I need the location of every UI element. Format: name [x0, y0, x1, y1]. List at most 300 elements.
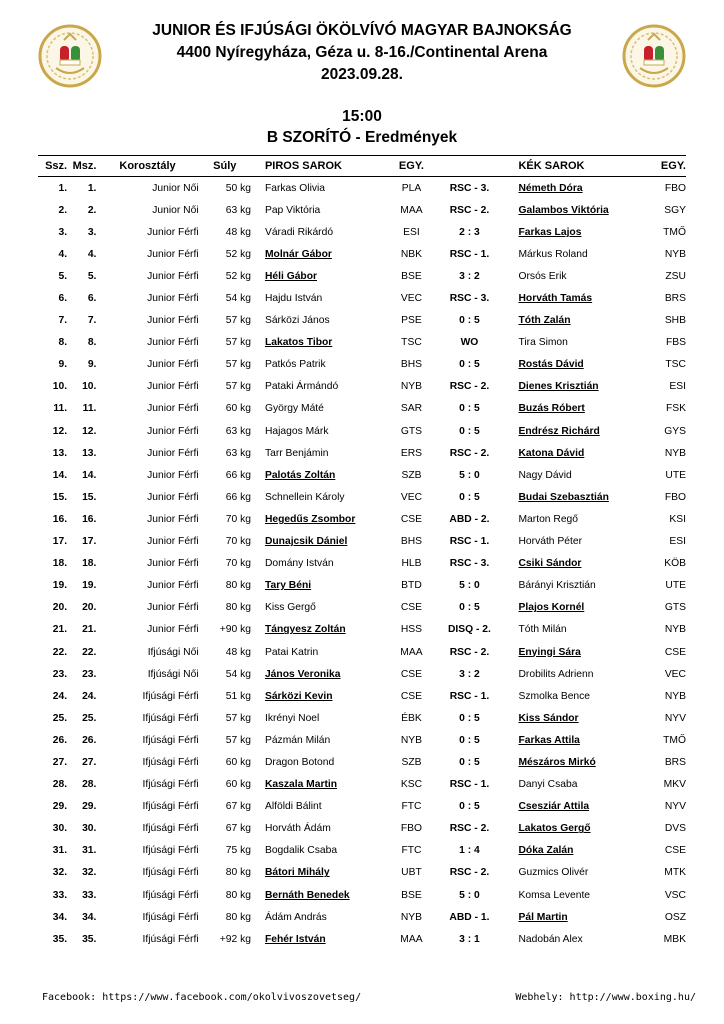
- bout-result: 0 : 5: [459, 403, 480, 415]
- row-number: 5.: [58, 270, 68, 282]
- bout-result: 0 : 5: [459, 425, 480, 437]
- row-number: 7.: [58, 315, 68, 327]
- col-blue-club-header: EGY.: [644, 156, 686, 177]
- match-number: 2.: [87, 204, 97, 216]
- red-corner-club: HLB: [401, 558, 422, 570]
- table-row: [38, 508, 686, 530]
- bout-result: 2 : 3: [459, 226, 480, 238]
- red-corner-boxer: Bogdalik Csaba: [264, 845, 338, 857]
- session-time: 15:00: [342, 108, 382, 125]
- row-number: 14.: [52, 469, 68, 481]
- blue-corner-boxer: Dienes Krisztián: [518, 381, 599, 393]
- red-corner-boxer: Héli Gábor: [264, 270, 318, 282]
- row-number: 18.: [52, 558, 68, 570]
- match-number: 30.: [82, 823, 97, 835]
- blue-corner-boxer: Németh Dóra: [518, 182, 583, 194]
- blue-corner-club: OSZ: [664, 911, 686, 923]
- weight-class: +92 kg: [219, 933, 251, 945]
- red-corner-club: KSC: [400, 779, 423, 791]
- red-corner-boxer: Ádám András: [264, 911, 327, 923]
- age-group: Junior Férfi: [147, 337, 199, 349]
- red-corner-boxer: Farkas Olivia: [264, 182, 326, 194]
- match-number: 20.: [82, 602, 97, 614]
- red-corner-boxer: Kaszala Martin: [264, 779, 338, 791]
- venue-address: 4400 Nyíregyháza, Géza u. 8-16./Continental Arena: [176, 44, 548, 61]
- weight-class: 67 kg: [225, 823, 251, 835]
- weight-class: 63 kg: [225, 447, 251, 459]
- red-corner-club: BSE: [401, 270, 422, 282]
- row-number: 11.: [53, 403, 68, 415]
- red-corner-club: MAA: [400, 646, 423, 658]
- blue-corner-boxer: Enyingi Sára: [518, 646, 581, 658]
- red-corner-boxer: Bátori Mihály: [264, 867, 330, 879]
- table-row: [38, 464, 686, 486]
- red-corner-boxer: János Veronika: [264, 668, 341, 680]
- weight-class: 63 kg: [225, 204, 251, 216]
- match-number: 34.: [82, 911, 97, 923]
- blue-corner-club: TMŐ: [663, 734, 686, 746]
- red-corner-club: BTD: [401, 580, 422, 592]
- match-number: 10.: [82, 381, 97, 393]
- col-ssz-header: Ssz.: [38, 156, 67, 177]
- red-corner-club: NYB: [400, 734, 423, 746]
- red-corner-club: SZB: [401, 469, 422, 481]
- event-date: 2023.09.28.: [321, 66, 403, 83]
- table-row: [38, 398, 686, 420]
- blue-corner-boxer: Nagy Dávid: [518, 469, 572, 481]
- red-corner-boxer: Ikrényi Noel: [264, 712, 320, 724]
- blue-corner-boxer: Pál Martin: [518, 911, 568, 923]
- red-corner-boxer: Hegedűs Zsombor: [264, 513, 356, 525]
- red-corner-boxer: Domány István: [264, 558, 334, 570]
- bout-result: 5 : 0: [459, 580, 480, 592]
- age-group: Ifjúsági Férfi: [142, 690, 199, 702]
- match-number: 12.: [82, 425, 97, 437]
- weight-class: 70 kg: [225, 558, 251, 570]
- bout-result: RSC - 1.: [449, 690, 490, 702]
- bout-result: RSC - 3.: [449, 558, 490, 570]
- weight-class: 66 kg: [225, 491, 251, 503]
- red-corner-club: CSE: [400, 668, 423, 680]
- weight-class: 57 kg: [225, 359, 251, 371]
- row-number: 32.: [52, 867, 68, 879]
- blue-corner-boxer: Tóth Milán: [518, 624, 567, 636]
- match-number: 26.: [82, 734, 97, 746]
- age-group: Junior Férfi: [147, 293, 199, 305]
- red-corner-club: MAA: [400, 204, 423, 216]
- match-number: 27.: [82, 756, 97, 768]
- row-number: 28.: [52, 779, 68, 791]
- bout-result: 0 : 5: [459, 359, 480, 371]
- bout-result: RSC - 1.: [449, 779, 490, 791]
- weight-class: 54 kg: [225, 293, 251, 305]
- weight-class: 60 kg: [225, 403, 251, 415]
- red-corner-boxer: Pázmán Milán: [264, 734, 331, 746]
- red-corner-club: NBK: [400, 248, 423, 260]
- blue-corner-club: ESI: [669, 536, 686, 548]
- age-group: Ifjúsági Férfi: [142, 801, 199, 813]
- blue-corner-club: FBO: [664, 182, 686, 194]
- blue-corner-club: TMŐ: [663, 226, 686, 238]
- blue-corner-club: NYB: [664, 248, 686, 260]
- blue-corner-boxer: Bárányi Krisztián: [518, 580, 596, 592]
- table-row: [38, 840, 686, 862]
- table-row: [38, 884, 686, 906]
- bout-result: 5 : 0: [459, 889, 480, 901]
- weight-class: 57 kg: [225, 712, 251, 724]
- table-row: [38, 531, 686, 553]
- table-row: [38, 751, 686, 773]
- blue-corner-club: NYB: [664, 447, 686, 459]
- blue-corner-club: BRS: [664, 293, 686, 305]
- bout-result: RSC - 2.: [449, 646, 490, 658]
- age-group: Junior Férfi: [147, 469, 199, 481]
- red-corner-boxer: Sárközi Kevin: [264, 690, 333, 702]
- col-msz-header: Msz.: [67, 156, 96, 177]
- table-row: [38, 486, 686, 508]
- blue-corner-boxer: Plajos Kornél: [518, 602, 585, 614]
- blue-corner-boxer: Budai Szebasztián: [518, 491, 609, 503]
- red-corner-boxer: Váradi Rikárdó: [264, 226, 334, 238]
- row-number: 34.: [52, 911, 68, 923]
- blue-corner-boxer: Horváth Péter: [518, 536, 583, 548]
- match-number: 31.: [82, 845, 97, 857]
- bout-result: 3 : 2: [459, 270, 480, 282]
- red-corner-boxer: Fehér István: [264, 933, 326, 945]
- table-row: [38, 420, 686, 442]
- weight-class: 51 kg: [225, 690, 251, 702]
- row-number: 35.: [52, 933, 68, 945]
- red-corner-boxer: Sárközi János: [264, 315, 330, 327]
- age-group: Ifjúsági Női: [147, 668, 199, 680]
- bout-result: RSC - 1.: [449, 536, 490, 548]
- blue-corner-club: SGY: [664, 204, 686, 216]
- blue-corner-boxer: Galambos Viktória: [518, 204, 609, 216]
- age-group: Ifjúsági Férfi: [142, 823, 199, 835]
- age-group: Junior Női: [152, 182, 199, 194]
- bout-result: ABD - 2.: [449, 513, 490, 525]
- table-row: [38, 575, 686, 597]
- red-corner-boxer: Pataki Ármándó: [264, 381, 339, 393]
- blue-corner-club: MTK: [664, 867, 686, 879]
- blue-corner-club: GTS: [664, 602, 686, 614]
- match-number: 33.: [82, 889, 97, 901]
- blue-corner-boxer: Danyi Csaba: [518, 779, 578, 791]
- red-corner-club: NYB: [400, 911, 423, 923]
- match-number: 3.: [87, 226, 97, 238]
- blue-corner-club: NYV: [664, 801, 686, 813]
- blue-corner-club: KÖB: [664, 558, 686, 570]
- bout-result: RSC - 1.: [449, 248, 490, 260]
- blue-corner-boxer: Szmolka Bence: [518, 690, 591, 702]
- blue-corner-boxer: Guzmics Olivér: [518, 867, 589, 879]
- bout-result: WO: [460, 337, 479, 349]
- blue-corner-club: FBS: [665, 337, 686, 349]
- row-number: 2.: [58, 204, 68, 216]
- weight-class: 48 kg: [225, 646, 251, 658]
- blue-corner-club: ESI: [669, 381, 686, 393]
- red-corner-boxer: Dragon Botond: [264, 756, 335, 768]
- bout-result: RSC - 2.: [449, 823, 490, 835]
- table-row: [38, 376, 686, 398]
- red-corner-club: PLA: [401, 182, 422, 194]
- col-blue-corner-header: KÉK SAROK: [506, 156, 644, 177]
- red-corner-club: UBT: [401, 867, 422, 879]
- red-corner-boxer: Patkós Patrik: [264, 359, 326, 371]
- blue-corner-club: NYV: [664, 712, 686, 724]
- bout-result: 0 : 5: [459, 756, 480, 768]
- blue-corner-club: ZSU: [665, 270, 686, 282]
- bout-result: RSC - 3.: [449, 182, 490, 194]
- age-group: Junior Férfi: [147, 226, 199, 238]
- document-header: [0, 20, 724, 86]
- blue-corner-boxer: Horváth Tamás: [518, 293, 593, 305]
- red-corner-club: BHS: [400, 536, 423, 548]
- row-number: 20.: [52, 602, 68, 614]
- blue-corner-club: MKV: [663, 779, 686, 791]
- bout-result: RSC - 2.: [449, 447, 490, 459]
- blue-corner-club: CSE: [664, 845, 686, 857]
- row-number: 9.: [58, 359, 68, 371]
- weight-class: 60 kg: [225, 756, 251, 768]
- row-number: 4.: [58, 248, 68, 260]
- match-number: 14.: [82, 469, 97, 481]
- row-number: 21.: [52, 624, 68, 636]
- row-number: 12.: [52, 425, 68, 437]
- red-corner-club: VEC: [400, 293, 423, 305]
- row-number: 31.: [52, 845, 68, 857]
- match-number: 22.: [82, 646, 97, 658]
- red-corner-club: ESI: [403, 226, 420, 238]
- blue-corner-boxer: Komsa Levente: [518, 889, 591, 901]
- row-number: 22.: [52, 646, 68, 658]
- match-number: 6.: [87, 293, 97, 305]
- match-number: 23.: [82, 668, 97, 680]
- bout-result: 3 : 2: [459, 668, 480, 680]
- match-number: 19.: [82, 580, 97, 592]
- row-number: 23.: [52, 668, 68, 680]
- table-header-row: [38, 156, 686, 177]
- bout-result: 1 : 4: [459, 845, 480, 857]
- row-number: 6.: [58, 293, 68, 305]
- bout-result: RSC - 3.: [449, 293, 490, 305]
- table-row: [38, 199, 686, 221]
- red-corner-club: SZB: [401, 756, 422, 768]
- col-red-club-header: EGY.: [391, 156, 433, 177]
- weight-class: 80 kg: [225, 602, 251, 614]
- red-corner-boxer: György Máté: [264, 403, 324, 415]
- row-number: 13.: [52, 447, 68, 459]
- weight-class: 67 kg: [225, 801, 251, 813]
- red-corner-club: TSC: [401, 337, 422, 349]
- match-number: 17.: [82, 536, 97, 548]
- blue-corner-boxer: Tira Simon: [518, 337, 568, 349]
- age-group: Junior Férfi: [147, 624, 199, 636]
- weight-class: +90 kg: [219, 624, 251, 636]
- table-row: [38, 287, 686, 309]
- age-group: Junior Férfi: [147, 270, 199, 282]
- blue-corner-club: GYS: [664, 425, 686, 437]
- blue-corner-boxer: Márkus Roland: [518, 248, 588, 260]
- table-row: [38, 177, 686, 200]
- match-number: 35.: [82, 933, 97, 945]
- age-group: Ifjúsági Férfi: [142, 734, 199, 746]
- red-corner-club: CSE: [400, 602, 423, 614]
- blue-corner-club: SHB: [664, 315, 686, 327]
- table-row: [38, 729, 686, 751]
- blue-corner-boxer: Farkas Attila: [518, 734, 580, 746]
- match-number: 13.: [82, 447, 97, 459]
- red-corner-club: CSE: [400, 513, 423, 525]
- blue-corner-boxer: Katona Dávid: [518, 447, 585, 459]
- row-number: 1.: [58, 182, 68, 194]
- bout-result: RSC - 2.: [449, 867, 490, 879]
- row-number: 16.: [52, 513, 68, 525]
- red-corner-club: ERS: [400, 447, 423, 459]
- row-number: 17.: [52, 536, 68, 548]
- blue-corner-boxer: Lakatos Gergő: [518, 823, 591, 835]
- match-number: 24.: [82, 690, 97, 702]
- table-row: [38, 707, 686, 729]
- red-corner-club: GTS: [400, 425, 423, 437]
- age-group: Junior Férfi: [147, 602, 199, 614]
- row-number: 10.: [52, 381, 68, 393]
- bout-result: 5 : 0: [459, 469, 480, 481]
- red-corner-boxer: Hajagos Márk: [264, 425, 329, 437]
- blue-corner-boxer: Drobilits Adrienn: [518, 668, 594, 680]
- weight-class: 57 kg: [225, 337, 251, 349]
- row-number: 19.: [52, 580, 68, 592]
- bout-result: RSC - 2.: [449, 204, 490, 216]
- weight-class: 60 kg: [225, 779, 251, 791]
- table-row: [38, 928, 686, 950]
- table-row: [38, 663, 686, 685]
- match-number: 5.: [87, 270, 97, 282]
- match-number: 11.: [82, 403, 97, 415]
- blue-corner-boxer: Dóka Zalán: [518, 845, 574, 857]
- red-corner-club: HSS: [400, 624, 423, 636]
- red-corner-club: FTC: [401, 845, 422, 857]
- table-row: [38, 553, 686, 575]
- age-group: Junior Férfi: [147, 248, 199, 260]
- weight-class: 48 kg: [225, 226, 251, 238]
- match-number: 29.: [82, 801, 97, 813]
- red-corner-club: BSE: [401, 889, 422, 901]
- bout-result: DISQ - 2.: [447, 624, 491, 636]
- red-corner-boxer: Tarr Benjámin: [264, 447, 329, 459]
- red-corner-club: CSE: [400, 690, 423, 702]
- red-corner-boxer: Schnellein Károly: [264, 491, 345, 503]
- red-corner-boxer: Tary Béni: [264, 580, 312, 592]
- blue-corner-club: TSC: [665, 359, 686, 371]
- table-row: [38, 619, 686, 641]
- row-number: 25.: [52, 712, 68, 724]
- red-corner-boxer: Pap Viktória: [264, 204, 321, 216]
- col-weight-header: Súly: [199, 156, 251, 177]
- red-corner-boxer: Dunajcsik Dániel: [264, 536, 348, 548]
- blue-corner-boxer: Tóth Zalán: [518, 315, 571, 327]
- weight-class: 80 kg: [225, 867, 251, 879]
- match-number: 7.: [87, 315, 97, 327]
- age-group: Ifjúsági Női: [147, 646, 199, 658]
- red-corner-boxer: Horváth Ádám: [264, 823, 331, 835]
- blue-corner-boxer: Rostás Dávid: [518, 359, 584, 371]
- match-number: 16.: [82, 513, 97, 525]
- red-corner-club: FBO: [400, 823, 423, 835]
- weight-class: 80 kg: [225, 911, 251, 923]
- blue-corner-club: VSC: [664, 889, 686, 901]
- table-row: [38, 685, 686, 707]
- row-number: 3.: [58, 226, 68, 238]
- bout-result: 0 : 5: [459, 801, 480, 813]
- match-number: 1.: [87, 182, 97, 194]
- age-group: Junior Férfi: [147, 558, 199, 570]
- weight-class: 80 kg: [225, 889, 251, 901]
- blue-corner-club: VEC: [664, 668, 686, 680]
- bout-result: ABD - 1.: [449, 911, 490, 923]
- table-row: [38, 597, 686, 619]
- row-number: 15.: [52, 491, 68, 503]
- age-group: Junior Férfi: [147, 425, 199, 437]
- red-corner-club: FTC: [401, 801, 422, 813]
- red-corner-boxer: Bernáth Benedek: [264, 889, 350, 901]
- weight-class: 75 kg: [225, 845, 251, 857]
- blue-corner-boxer: Nadobán Alex: [518, 933, 583, 945]
- weight-class: 52 kg: [225, 248, 251, 260]
- results-table: [38, 155, 686, 950]
- blue-corner-boxer: Csiki Sándor: [518, 558, 582, 570]
- weight-class: 70 kg: [225, 536, 251, 548]
- match-number: 15.: [82, 491, 97, 503]
- match-number: 25.: [82, 712, 97, 724]
- red-corner-boxer: Tángyesz Zoltán: [264, 624, 346, 636]
- table-row: [38, 862, 686, 884]
- table-row: [38, 641, 686, 663]
- blue-corner-club: DVS: [664, 823, 686, 835]
- match-number: 18.: [82, 558, 97, 570]
- red-corner-club: MAA: [400, 933, 423, 945]
- age-group: Junior Férfi: [147, 580, 199, 592]
- weight-class: 57 kg: [225, 734, 251, 746]
- red-corner-club: VEC: [400, 491, 423, 503]
- match-number: 32.: [82, 867, 97, 879]
- bout-result: 0 : 5: [459, 734, 480, 746]
- weight-class: 57 kg: [225, 315, 251, 327]
- ring-results-title: B SZORÍTÓ - Eredmények: [266, 129, 458, 146]
- weight-class: 63 kg: [225, 425, 251, 437]
- bout-result: 0 : 5: [459, 315, 480, 327]
- red-corner-boxer: Kiss Gergő: [264, 602, 316, 614]
- age-group: Junior Női: [152, 204, 199, 216]
- red-corner-boxer: Lakatos Tibor: [264, 337, 333, 349]
- blue-corner-club: NYB: [664, 690, 686, 702]
- blue-corner-club: CSE: [664, 646, 686, 658]
- table-row: [38, 796, 686, 818]
- facebook-link[interactable]: Facebook: https://www.facebook.com/okolvivoszovetseg/: [42, 992, 362, 1003]
- age-group: Junior Férfi: [147, 513, 199, 525]
- bout-result: 0 : 5: [459, 491, 480, 503]
- red-corner-boxer: Patai Katrin: [264, 646, 319, 658]
- table-row: [38, 310, 686, 332]
- row-number: 8.: [58, 337, 68, 349]
- blue-corner-club: MBK: [663, 933, 686, 945]
- blue-corner-club: UTE: [665, 469, 686, 481]
- match-number: 9.: [87, 359, 97, 371]
- red-corner-boxer: Molnár Gábor: [264, 248, 332, 260]
- blue-corner-boxer: Buzás Róbert: [518, 403, 585, 415]
- website-link[interactable]: Webhely: http://www.boxing.hu/: [515, 992, 696, 1003]
- table-row: [38, 818, 686, 840]
